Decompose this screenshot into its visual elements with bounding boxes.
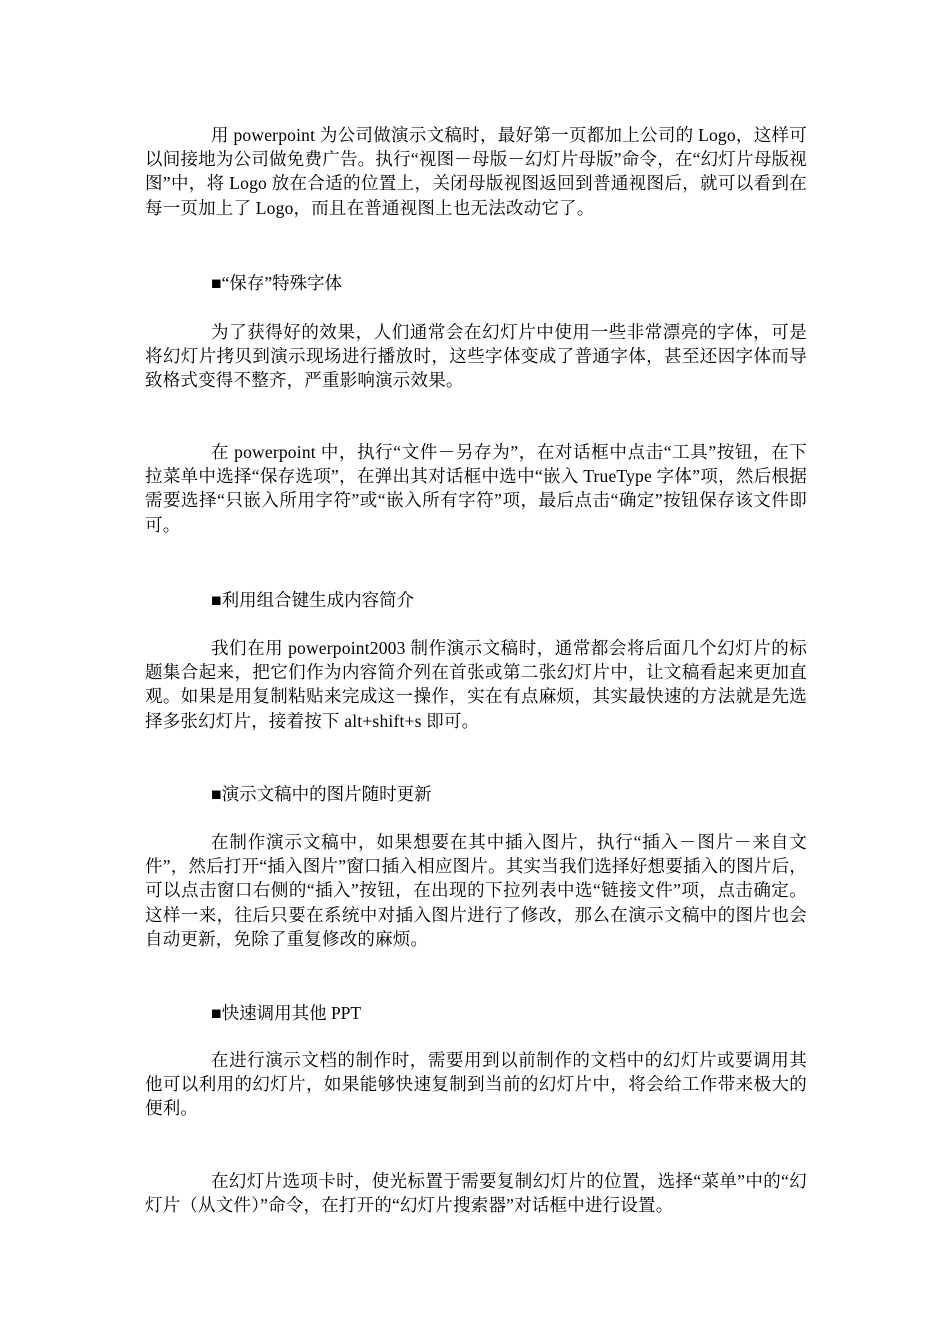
paragraph-slide-finder: 在幻灯片选项卡时，使光标置于需要复制幻灯片的位置，选择“菜单”中的“幻灯片（从文件）”命令，在打开的“幻灯片搜索器”对话框中进行设置。 (145, 1171, 807, 1216)
section-heading-shortcut-summary (211, 588, 414, 612)
section-heading-text: 快速调用其他 PPT (221, 1003, 362, 1023)
section-heading-reuse-ppt (211, 1001, 361, 1025)
bullet-square-icon: ■ (211, 273, 222, 293)
section-heading-text: 利用组合键生成内容简介 (221, 590, 415, 610)
section-heading-text: 演示文稿中的图片随时更新 (221, 784, 432, 804)
section-heading-save-fonts (211, 271, 342, 295)
document-page (145, 0, 807, 1344)
section-heading-image-update (211, 782, 432, 806)
bullet-square-icon: ■ (211, 1003, 222, 1023)
paragraph-logo-on-every-slide: 用 powerpoint 为公司做演示文稿时，最好第一页都加上公司的 Logo，这样可以间接地为公司做免费广告。执行“视图－母版－幻灯片母版”命令，在“幻灯片母版视图”中，将 Logo 放在合适的位置上，关闭母版视图返回到普通视图后，就可以看到在每一页加上了 Logo，而且在普通视图上也无法改动它了。 (145, 125, 807, 218)
paragraph-reuse-slides: 在进行演示文档的制作时，需要用到以前制作的文档中的幻灯片或要调用其他可以利用的幻灯片，如果能够快速复制到当前的幻灯片中，将会给工作带来极大的便利。 (145, 1050, 807, 1119)
bullet-square-icon: ■ (211, 590, 222, 610)
paragraph-linked-images: 在制作演示文稿中，如果想要在其中插入图片，执行“插入－图片－来自文件”，然后打开“插入图片”窗口插入相应图片。其实当我们选择好想要插入的图片后，可以点击窗口右侧的“插入”按钮，在出现的下拉列表中选“链接文件”项，点击确定。这样一来，往后只要在系统中对插入图片进行了修改，那么在演示文稿中的图片也会自动更新，免除了重复修改的麻烦。 (145, 832, 807, 949)
paragraph-fonts-problem: 为了获得好的效果，人们通常会在幻灯片中使用一些非常漂亮的字体，可是将幻灯片拷贝到演示现场进行播放时，这些字体变成了普通字体，甚至还因字体而导致格式变得不整齐，严重影响演示效果。 (145, 322, 807, 391)
paragraph-embed-truetype: 在 powerpoint 中，执行“文件－另存为”，在对话框中点击“工具”按钮，在下拉菜单中选择“保存选项”，在弹出其对话框中选中“嵌入 TrueType 字体”项，然后根据需要选择“只嵌入所用字符”或“嵌入所有字符”项，最后点击“确定”按钮保存该文件即可。 (145, 442, 807, 535)
section-heading-text: “保存”特殊字体 (221, 273, 343, 293)
paragraph-alt-shift-s: 我们在用 powerpoint2003 制作演示文稿时，通常都会将后面几个幻灯片的标题集合起来，把它们作为内容简介列在首张或第二张幻灯片中，让文稿看起来更加直观。如果是用复制粘贴来完成这一操作，实在有点麻烦，其实最快速的方法就是先选择多张幻灯片，接着按下 alt+shift+s 即可。 (145, 638, 807, 731)
bullet-square-icon: ■ (211, 784, 222, 804)
